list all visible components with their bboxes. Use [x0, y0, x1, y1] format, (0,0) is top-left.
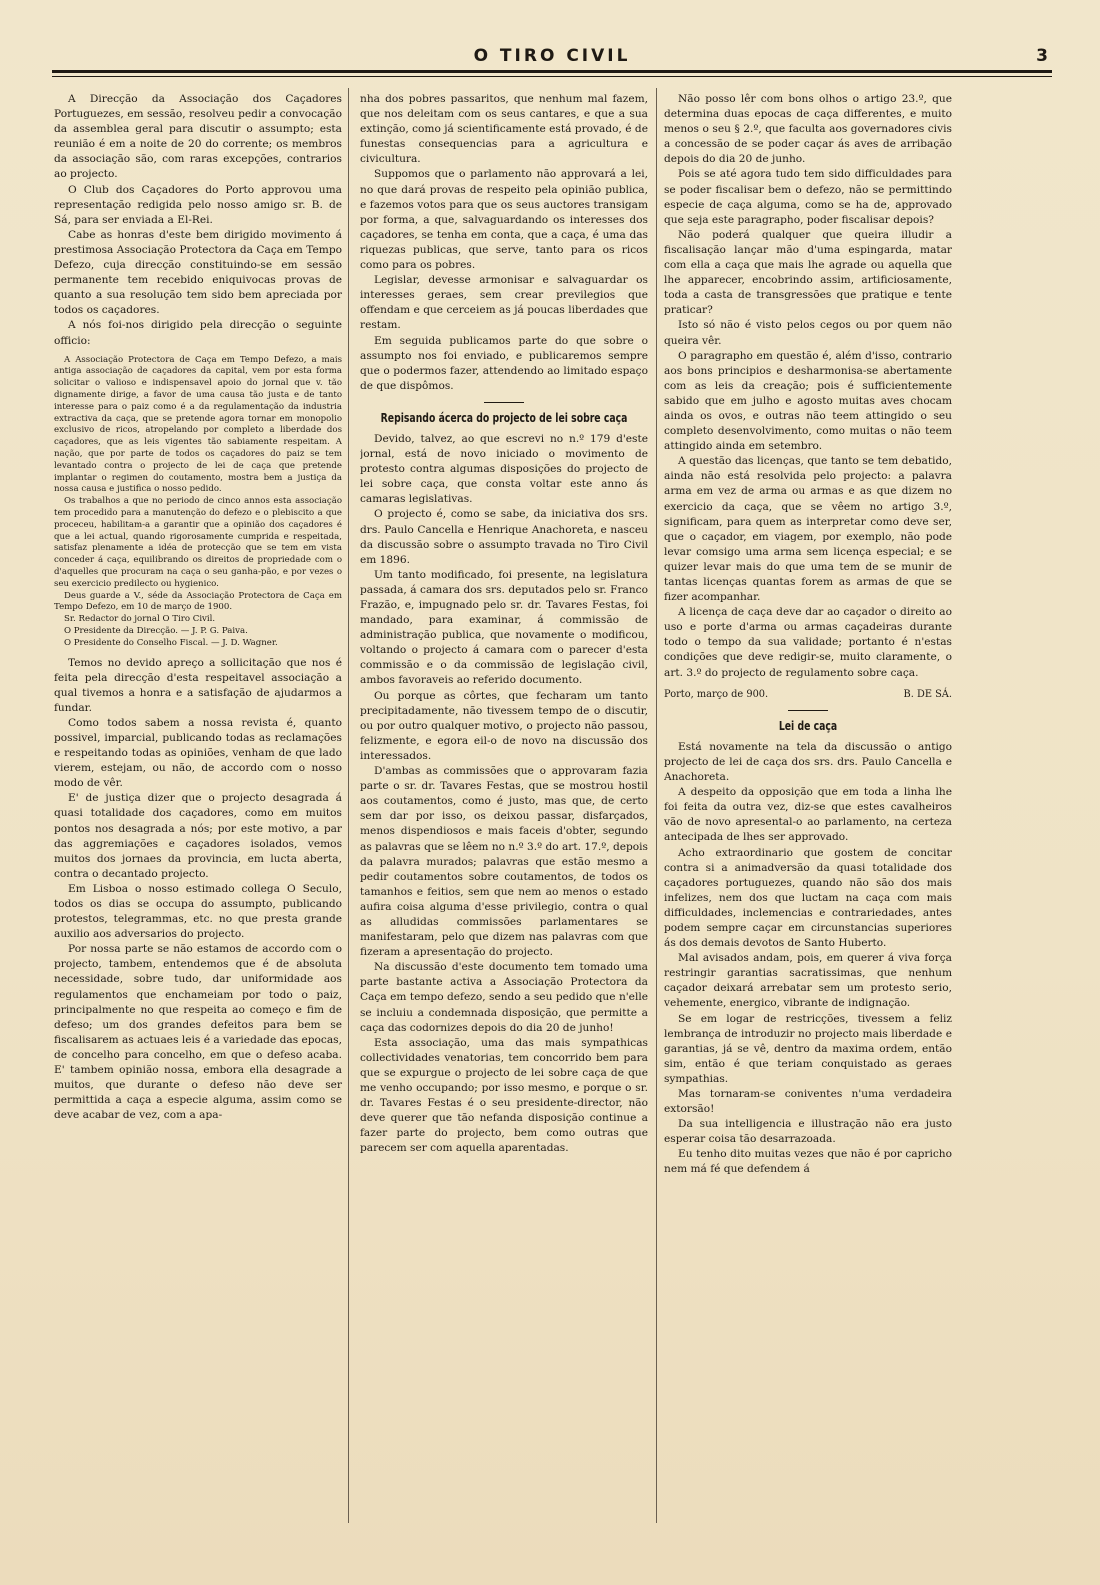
section-separator [788, 710, 828, 711]
page-number: 3 [1036, 46, 1048, 66]
letter-paragraph: Deus guarde a V., séde da Associação Protectora de Caça em Tempo Defezo, em 10 de março de 1900. [54, 590, 342, 613]
paragraph: Não poderá qualquer que queira illudir a fiscalisação lançar mão d'uma espingarda, matar com ella a caça que mais lhe agrade ou aquella que lhe apparecer, encobrindo assim, artificiosamente, toda a casta de transgressões que pratique e tente praticar? [664, 228, 952, 317]
letter-signature: O Presidente do Conselho Fiscal. — J. D. Wagner. [64, 637, 278, 648]
paragraph: Por nossa parte se não estamos de accordo com o projecto, tambem, entendemos que é de absoluta necessidade, sobre tudo, dar uniformidade aos regulamentos que enchameiam por todo o paiz, principalmente no que respeita ao começo e fim de defeso; um dos grandes defeitos para bem se fiscalisarem as actuaes leis é a variedade das epocas, de concelho para concelho, em que o defeso acaba. E' tambem opinião nossa, embora ella desagrade a muitos, que durante o defeso não deve ser permittida a caça a especie alguma, assim como se deve acabar de vez, com a apa- [54, 943, 342, 1122]
article-heading: Repisando ácerca do projecto de lei sobre caça [380, 410, 628, 425]
paragraph: A nós foi-nos dirigido pela direcção o seguinte officio: [54, 319, 342, 347]
paragraph: Um tanto modificado, foi presente, na legislatura passada, á camara dos srs. deputados pelo sr. Franco Frazão, e, impugnado pelo sr. dr. Tavares Festas, foi mandado, para examinar, á commissão de administração publica, que novamente o modificou, voltando o projecto á camara com o parecer d'esta commissão e o da commissão de legislação civil, ambos favoraveis ao referido documento. [360, 568, 648, 687]
paragraph: Pois se até agora tudo tem sido difficuldades para se poder fiscalisar bem o defezo, não se permittindo especie de caça alguma, como se ha de, approvado que seja este paragrapho, poder fiscalisar depois? [664, 168, 952, 226]
official-letter [54, 355, 342, 650]
article-signature [664, 687, 952, 702]
paragraph: O paragrapho em questão é, além d'isso, contrario aos bons principios e desharmonisa-se abertamente com as leis da creação; pois é sufficientemente sabido que em julho e agosto muitas aves chocam ainda os ovos, e outras não teem attingido o seu completo desenvolvimento, como muitas o não teem attingido ainda em setembro. [664, 349, 952, 453]
paragraph: A licença de caça deve dar ao caçador o direito ao uso e porte d'arma ou armas caçadeiras durante todo o tempo da sua validade; portanto é n'estas condições que deve redigir-se, muito claramente, o art. 3.º do projecto de regulamento sobre caça. [664, 606, 952, 679]
column-divider-2 [656, 88, 657, 1523]
paragraph: Ou porque as côrtes, que fecharam um tanto precipitadamente, não tivessem tempo de o discutir, ou por outro qualquer motivo, o projecto não passou, felizmente, e egora eil-o de novo na discussão dos interessados. [360, 689, 648, 762]
paragraph: Devido, talvez, ao que escrevi no n.º 179 d'este jornal, está de novo iniciado o movimento de protesto contra algumas disposições do projecto de lei sobre caça, que consta voltar este anno ás camaras legislativas. [360, 432, 648, 506]
signature-place-date: Porto, março de 900. [664, 688, 769, 700]
signature-author: B. DE SÁ. [903, 688, 952, 700]
paragraph: Mas tornaram-se coniventes n'uma verdadeira extorsão! [664, 1088, 952, 1116]
paragraph: O projecto é, como se sabe, da iniciativa dos srs. drs. Paulo Cancella e Henrique Anachoreta, e nasceu da discussão sobre o assumpto travada no Tiro Civil em 1896. [360, 508, 648, 566]
paragraph: Acho extraordinario que gostem de concitar contra si a animadversão da quasi totalidade dos caçadores portuguezes, quando não são dos mais infelizes, nem dos que luctam na caça com mais difficuldades, inclemencias e contrariedades, antes podem sempre caçar em circunstancias superiores ás dos demais devotos de Santo Huberto. [664, 846, 952, 950]
column-divider-1 [348, 88, 349, 1523]
paragraph: Eu tenho dito muitas vezes que não é por capricho nem má fé que defendem á [664, 1148, 952, 1176]
paragraph: A questão das licenças, que tanto se tem debatido, ainda não está resolvida pelo projecto: a palavra arma em vez de arma ou armas e as que dizem no exercicio da caça, que se vêem no artigo 3.º, significam, para quem as interpretar como deve ser, que o caçador, em viagem, por exemplo, não pode levar comsigo uma arma sem licença especial; e se quizer levar mais do que uma tem de se munir de tantas licenças quantas forem as armas de que se fizer acompanhar. [664, 455, 952, 604]
paragraph: Cabe as honras d'este bem dirigido movimento á prestimosa Associação Protectora da Caça em Tempo Defezo, cuja direcção constituindo-se em sessão permanente tem recebido eniquivocas provas de quanto a sua resolução tem sido bem apreciada por todos os caçadores. [54, 228, 342, 317]
header-rule-thin [52, 76, 1052, 77]
paragraph: Em Lisboa o nosso estimado collega O Seculo, todos os dias se occupa do assumpto, publicando protestos, telegrammas, etc. no que presta grande auxilio aos adversarios do projecto. [54, 882, 342, 941]
paragraph: Em seguida publicamos parte do que sobre o assumpto nos foi enviado, e publicaremos sempre que o podermos fazer, attendendo ao limitado espaço de que dispômos. [360, 334, 648, 392]
paragraph: Suppomos que o parlamento não approvará a lei, no que dará provas de respeito pela opinião publica, e fazemos votos para que os seus auctores transigam por forma, a que, salvaguardando os interesses dos caçadores, se tenha em conta, que a caça, é uma das riquezas publicas, que serve, tanto para os ricos como para os pobres. [360, 168, 648, 272]
letter-signature: O Presidente da Direcção. — J. P. G. Paiva. [64, 625, 248, 636]
paragraph: E' de justiça dizer que o projecto desagrada á quasi totalidade dos caçadores, como em muitos pontos nos desagrada a nós; por este motivo, a par das aggremiações e caçadores isolados, vemos muitos dos jornaes da provincia, em lucta aberta, contra o decantado projecto. [54, 792, 342, 880]
paragraph: A Direcção da Associação dos Caçadores Portuguezes, em sessão, resolveu pedir a convocação da assemblea geral para discutir o assumpto; esta reunião é em a noite de 20 do corrente; os membros da associação são, com raras excepções, contrarios ao projecto. [54, 93, 342, 181]
paragraph: Como todos sabem a nossa revista é, quanto possivel, imparcial, publicando todas as reclamações e respeitando todas as opiniões, venham de que lado vierem, estejam, ou não, de accordo com o nosso modo de vêr. [54, 716, 342, 790]
paragraph: Isto só não é visto pelos cegos ou por quem não queira vêr. [664, 319, 952, 347]
paragraph: Se em logar de restricções, tivessem a feliz lembrança de introduzir no projecto mais liberdade e garantias, já se vê, dentro da maxima ordem, então sim, então é que teriam conquistado as geraes sympathias. [664, 1012, 952, 1085]
paragraph: Esta associação, uma das mais sympathicas collectividades venatorias, tem concorrido bem para que se expurgue o projecto de lei sobre caça de que me venho occupando; por isso mesmo, e porque o sr. dr. Tavares Festas é o seu presidente-director, não deve querer que tão nefanda disposição continue a fazer parte do projecto, bem como outras que parecem ser com aquella aparentadas. [360, 1036, 648, 1155]
letter-paragraph: Os trabalhos a que no periodo de cinco annos esta associação tem procedido para a manutenção do defezo e o plebiscito a que proceceu, habilitam-a a garantir que a opinião dos caçadores é que a lei actual, quando rigorosamente cumprida e respeitada, satisfaz plenamente a idéa de protecção que se tem em vista conceder á caça, equilibrando os direitos de propriedade com o d'aquelles que procuram na caça o seu ganha-pão, e por vezes o seu exercicio predilecto ou hygienico. [54, 496, 342, 589]
paragraph: A despeito da opposição que em toda a linha lhe foi feita da outra vez, diz-se que estes cavalheiros vão de novo apresental-o ao parlamento, na certeza antecipada de lhes ser approvado. [664, 786, 952, 844]
section-separator [484, 402, 524, 403]
column-3 [664, 92, 952, 1532]
paragraph: O Club dos Caçadores do Porto approvou uma representação redigida pelo nosso amigo sr. B. de Sá, para ser enviada a El-Rei. [54, 183, 342, 226]
column-2 [360, 92, 648, 1532]
paragraph: Não posso lêr com bons olhos o artigo 23.º, que determina duas epocas de caça differentes, e muito menos o seu § 2.º, que faculta aos governadores civis a concessão de se poder caçar ás aves de arribação depois do dia 20 de junho. [664, 93, 952, 166]
column-1 [54, 92, 342, 1532]
paragraph: Legislar, devesse armonisar e salvaguardar os interesses geraes, sem crear previlegios que offendam e que cerceiem as já poucas liberdades que restam. [360, 274, 648, 332]
paragraph: Na discussão d'este documento tem tomado uma parte bastante activa a Associação Protectora da Caça em tempo defezo, sendo a seu pedido que n'elle se incluiu a condemnada disposição, que permitte a caça das codornizes depois do dia 20 de junho! [360, 961, 648, 1034]
article-heading: Lei de caça [778, 718, 838, 733]
paragraph: Temos no devido apreço a sollicitação que nos é feita pela direcção d'esta respeitavel associação a qual tivemos a honra e a satisfação de ajudarmos a fundar. [54, 656, 342, 714]
paragraph: Da sua intelligencia e illustração não era justo esperar coisa tão desarrazoada. [664, 1118, 952, 1146]
paragraph: D'ambas as commissões que o approvaram fazia parte o sr. dr. Tavares Festas, que se mostrou hostil aos coutamentos, como é justo, mas que, de certo sem dar por isso, os deixou passar, disfarçados, menos dispendiosos e mais faceis d'obter, segundo as palavras que se lêem no n.º 3.º do art. 17.º, depois da palavra murados; palavras que estão mesmo a pedir coutamentos sobre coutamentos, de todos os tamanhos e feitios, sem que nem ao menos o estado aufira coisa alguma d'esse privilegio, contra o qual as alludidas commissões parlamentares se manifestaram, pelo que dizem nas palavras com que fizeram a apresentação do projecto. [360, 765, 648, 959]
letter-addressee: Sr. Redactor do jornal O Tiro Civil. [64, 614, 216, 625]
paragraph: nha dos pobres passaritos, que nenhum mal fazem, que nos deleitam com os seus cantares, e que a sua extinção, como já scientificamente está provado, é de funestas consequencias para a agricultura e civicultura. [360, 93, 648, 166]
paragraph: Está novamente na tela da discussão o antigo projecto de lei de caça dos srs. drs. Paulo Cancella e Anachoreta. [664, 740, 952, 784]
header-rule-thick [52, 70, 1052, 73]
letter-paragraph: A Associação Protectora de Caça em Tempo Defezo, a mais antiga associação de caçadores da capital, vem por esta forma solicitar o valioso e indispensavel apoio do jornal que v. tão dignamente dirige, a favor de uma causa tão justa e de tanto interesse para o paiz como é a da regulamentação da industria extractiva da caça, que se pretende agora tornar em monopolio exclusivo de ricos, atropelando por completo a liberdade dos caçadores, que as leis vigentes tão sabiamente respeitam. A nação, que por parte de todos os caçadores do paiz se tem levantado contra o projecto de lei de caça que pretende implantar o regimen do coutamento, mostra bem a justiça da nossa causa e justifica o nosso pedido. [54, 354, 342, 495]
newspaper-title: O TIRO CIVIL [473, 46, 631, 66]
paragraph: Mal avisados andam, pois, em querer á viva força restringir garantias sacratissimas, que nenhum caçador deixará arrebatar sem um protesto serio, vehemente, energico, vibrante de indignação. [664, 952, 952, 1010]
